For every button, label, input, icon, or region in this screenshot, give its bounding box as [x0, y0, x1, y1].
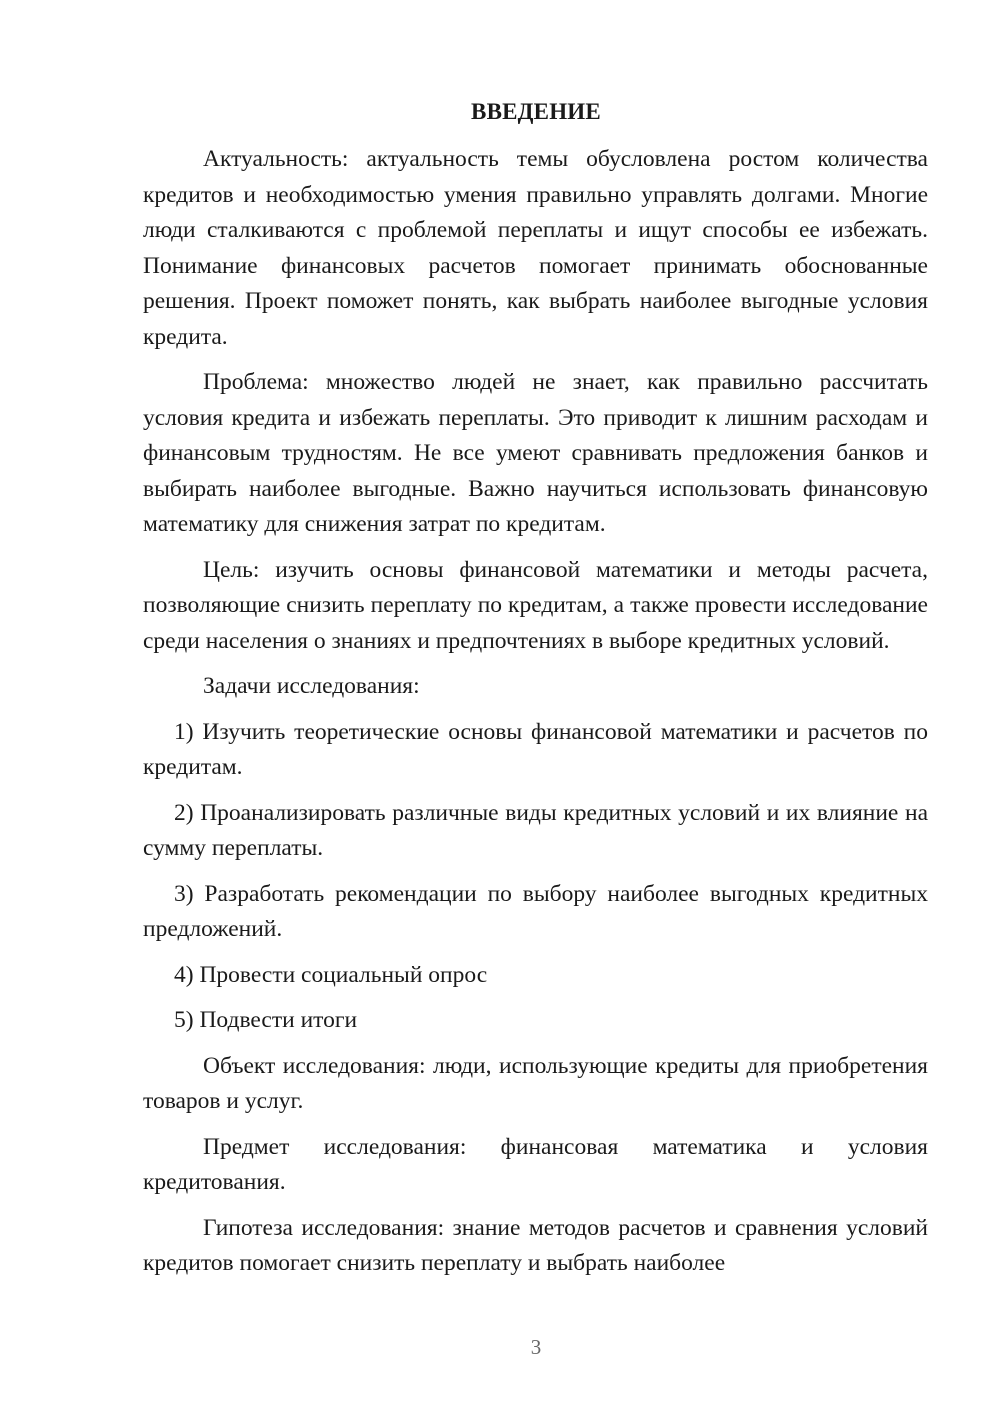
- page-title: ВВЕДЕНИЕ: [471, 99, 601, 124]
- subject-paragraph: Предмет исследования: финансовая математика и условия кредитования.: [143, 1133, 928, 1195]
- task-item: 4) Провести социальный опрос: [174, 961, 488, 988]
- task-item: 5) Подвести итоги: [174, 1007, 358, 1033]
- problem-paragraph: Проблема: множество людей не знает, как правильно рассчитать условия кредита и избежать переплаты. Это приводит к лишним расходам и финансовым трудностям. Не все умеют сравнивать предложения банков и выбирать наиболее выгодные. Важно научиться использовать финансовую математику для снижения затрат по кредитам.: [143, 369, 928, 537]
- relevance-paragraph: Актуальность: актуальность темы обусловлена ростом количества кредитов и необходимостью умения правильно управлять долгами. Многие люди сталкиваются с проблемой переплаты и ищут способы ее избежать. Понимание финансовых расчетов помогает принимать обоснованные решения. Проект поможет понять, как выбрать наиболее выгодные условия кредита.: [143, 146, 928, 350]
- object-paragraph: Объект исследования: люди, использующие кредиты для приобретения товаров и услуг.: [143, 1052, 928, 1114]
- hypothesis-paragraph: Гипотеза исследования: знание методов расчетов и сравнения условий кредитов помогает снизить переплату и выбрать наиболее: [143, 1214, 928, 1276]
- goal-paragraph: Цель: изучить основы финансовой математики и методы расчета, позволяющие снизить переплату по кредитам, а также провести исследование среди населения о знаниях и предпочтениях в выборе кредитных условий.: [143, 556, 928, 654]
- task-item: 1) Изучить теоретические основы финансовой математики и расчетов по кредитам.: [143, 718, 928, 780]
- document-body: [143, 142, 928, 1292]
- task-item: 3) Разработать рекомендации по выбору наиболее выгодных кредитных предложений.: [143, 880, 928, 942]
- tasks-heading: Задачи исследования:: [203, 673, 420, 699]
- page-number: 3: [530, 1335, 542, 1359]
- task-item: 2) Проанализировать различные виды кредитных условий и их влияние на сумму переплаты.: [143, 799, 928, 861]
